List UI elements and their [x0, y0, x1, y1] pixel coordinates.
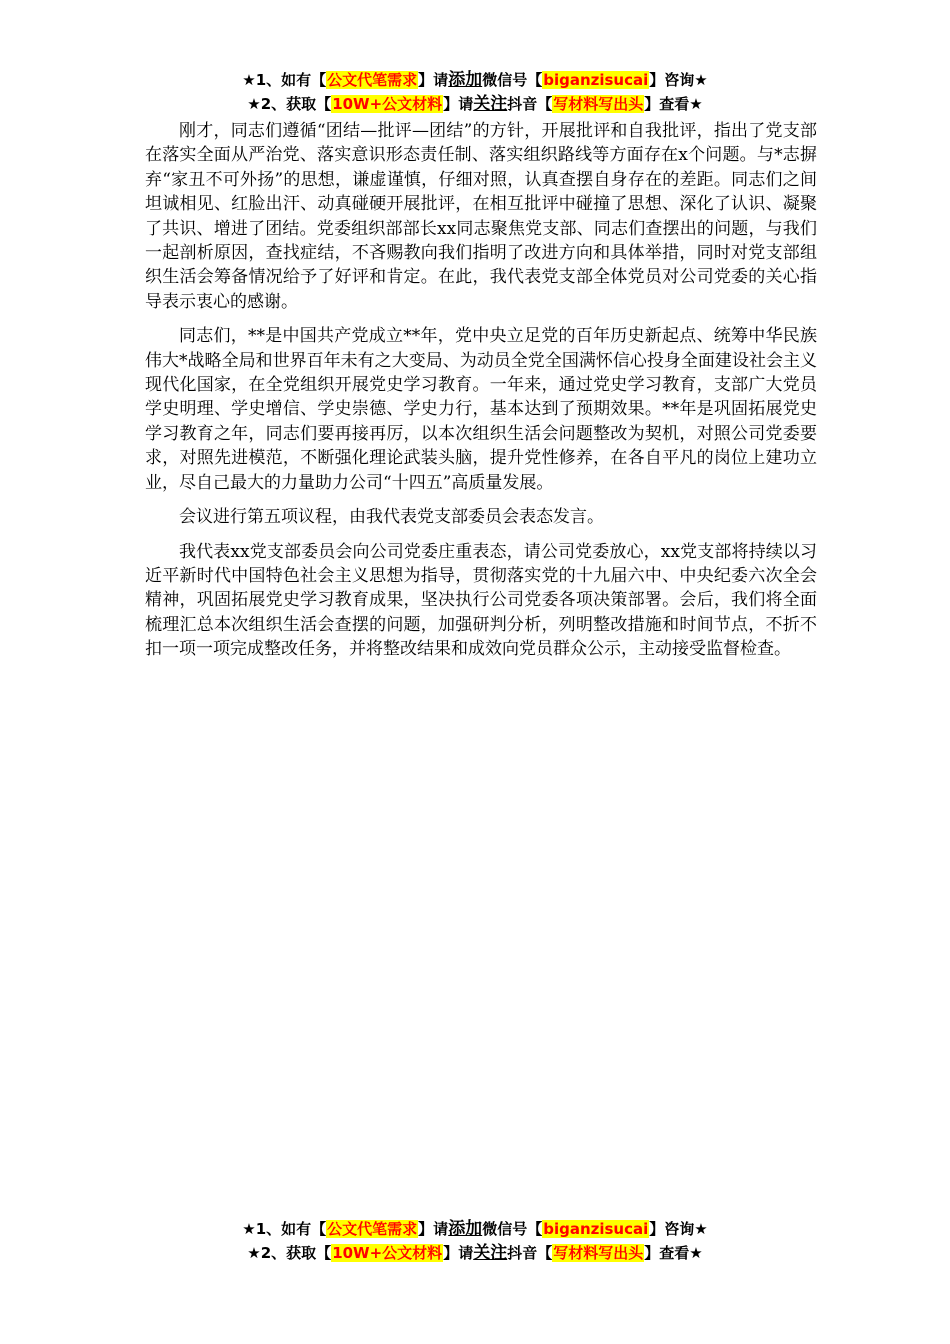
promo-line-douyin — [0, 1241, 950, 1265]
promo-highlight-materials: 10W+公文材料 — [332, 95, 443, 113]
promo-text: 】查看★ — [644, 1244, 703, 1262]
promo-text: 】咨询★ — [649, 1220, 708, 1238]
promo-text: 】查看★ — [644, 95, 703, 113]
paragraph: 我代表xx党支部委员会向公司党委庄重表态，请公司党委放心，xx党支部将持续以习近平新时代中国特色社会主义思想为指导，贯彻落实党的十九届六中、中央纪委六次全会精神，巩固拓展党史学习教育成果，坚决执行公司党委各项决策部署。会后，我们将全面梳理汇总本次组织生活会查摆的问题，加强研判分析，列明整改措施和时间节点，不折不扣一项一项完成整改任务，并将整改结果和成效向党员群众公示，主动接受监督检查。 — [145, 541, 817, 660]
paragraph: 同志们，**是中国共产党成立**年，党中央立足党的百年历史新起点、统筹中华民族伟大*战略全局和世界百年未有之大变局、为动员全党全国满怀信心投身全面建设社会主义现代化国家，在全党组织开展党史学习教育。一年来，通过党史学习教育，支部广大党员学史明理、学史增信、学史崇德、学史力行，基本达到了预期效果。**年是巩固拓展党史学习教育之年，同志们要再接再厉，以本次组织生活会问题整改为契机，对照公司党委要求，对照先进模范，不断强化理论武装头脑，提升党性修养，在各自平凡的岗位上建功立业，尽自己最大的力量助力公司“十四五”高质量发展。 — [145, 326, 817, 493]
promo-highlight-materials: 10W+公文材料 — [332, 1244, 443, 1262]
promo-highlight-service: 公文代笔需求 — [327, 71, 418, 89]
promo-text: 】请 — [418, 1220, 449, 1238]
promo-highlight-douyin-account: 写材料写出头 — [553, 1244, 644, 1262]
promo-text: 抖音【 — [507, 1244, 553, 1262]
promo-highlight-service: 公文代笔需求 — [327, 1220, 418, 1238]
promo-header — [0, 68, 950, 116]
promo-footer — [0, 1217, 950, 1265]
promo-text: ★2、获取【 — [247, 1244, 332, 1262]
paragraph: 刚才，同志们遵循“团结—批评—团结”的方针，开展批评和自我批评，指出了党支部在落实全面从严治党、落实意识形态责任制、落实组织路线等方面存在x个问题。与*志摒弃“家丑不可外扬”的思想，谦虚谨慎，仔细对照，认真查摆自身存在的差距。同志们之间坦诚相见、红脸出汗、动真碰硬开展批评，在相互批评中碰撞了思想、深化了认识、凝聚了共识、增进了团结。党委组织部部长xx同志聚焦党支部、同志们查摆出的问题，与我们一起剖析原因，查找症结，不吝赐教向我们指明了改进方向和具体举措，同时对党支部组织生活会筹备情况给予了好评和肯定。在此，我代表党支部全体党员对公司党委的关心指导表示衷心的感谢。 — [145, 121, 817, 312]
promo-emphasis: 添加 — [448, 70, 483, 90]
promo-highlight-wechat-id: biganzisucai — [543, 71, 649, 89]
promo-emphasis: 关注 — [473, 1243, 508, 1263]
promo-text: ★1、如有【 — [242, 1220, 327, 1238]
promo-text: 微信号【 — [482, 1220, 543, 1238]
promo-line-wechat — [0, 68, 950, 92]
promo-text: 】咨询★ — [649, 71, 708, 89]
promo-emphasis: 添加 — [448, 1219, 483, 1239]
promo-text: 】请 — [443, 95, 474, 113]
paragraph: 会议进行第五项议程，由我代表党支部委员会表态发言。 — [179, 507, 604, 528]
promo-highlight-douyin-account: 写材料写出头 — [553, 95, 644, 113]
promo-emphasis: 关注 — [473, 94, 508, 114]
document-body — [145, 119, 817, 672]
promo-text: 】请 — [443, 1244, 474, 1262]
promo-line-wechat — [0, 1217, 950, 1241]
promo-text: ★2、获取【 — [247, 95, 332, 113]
promo-highlight-wechat-id: biganzisucai — [543, 1220, 649, 1238]
promo-text: 微信号【 — [482, 71, 543, 89]
promo-text: 】请 — [418, 71, 449, 89]
promo-text: 抖音【 — [507, 95, 553, 113]
promo-text: ★1、如有【 — [242, 71, 327, 89]
promo-line-douyin — [0, 92, 950, 116]
